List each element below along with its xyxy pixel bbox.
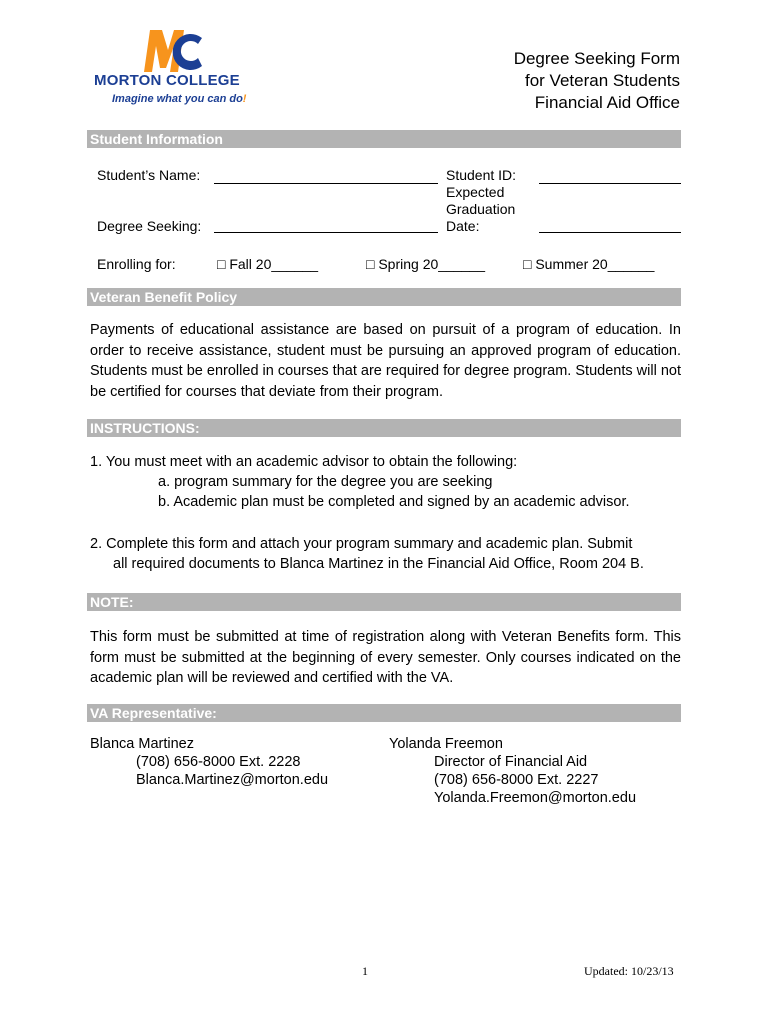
graduation-date-field[interactable]: [539, 232, 681, 233]
veteran-benefit-policy-heading: Veteran Benefit Policy: [87, 288, 681, 306]
spring-checkbox[interactable]: □ Spring 20______: [366, 256, 485, 272]
rep2-title: Director of Financial Aid: [434, 754, 588, 770]
rep2-email[interactable]: Yolanda.Freemon@morton.edu: [434, 790, 637, 806]
instructions-heading: INSTRUCTIONS:: [87, 419, 681, 437]
instruction-item-1: 1. You must meet with an academic advisor to obtain the following:: [90, 454, 518, 470]
policy-text: Payments of educational assistance are based on pursuit of a program of education. In order to receive assistance, student must be pursuing an approved program of education. Students must be enrolled in courses that are required for degree program. Students will not be certified for courses that deviate from their program.: [90, 322, 681, 400]
student-information-heading: Student Information: [87, 130, 681, 148]
va-representative-heading: VA Representative:: [87, 704, 681, 722]
degree-seeking-label: Degree Seeking:: [97, 218, 202, 234]
instruction-item-1a: a. program summary for the degree you are seeking: [158, 474, 493, 490]
rep2-phone: (708) 656-8000 Ext. 2227: [434, 772, 599, 788]
student-name-label: Student’s Name:: [97, 167, 201, 183]
note-text: This form must be submitted at time of registration along with Veteran Benefits form. This form must be submitted at the beginning of every semester. Only courses indicated on the academic plan will be reviewed and certified with the VA.: [90, 629, 681, 686]
rep1-email[interactable]: Blanca.Martinez@morton.edu: [136, 772, 329, 788]
mc-logo-icon: [144, 30, 204, 72]
instruction-item-2-line-1: 2. Complete this form and attach your program summary and academic plan. Submit: [90, 536, 633, 552]
morton-college-logo: [94, 30, 254, 110]
title-line-3: Financial Aid Office: [534, 93, 680, 112]
grad-label-line-1: Expected: [446, 184, 505, 200]
page-number: 1: [362, 964, 368, 978]
logo-tagline: Imagine what you can do!: [112, 93, 247, 105]
title-line-1: Degree Seeking Form: [513, 49, 680, 68]
instruction-item-2-line-2: all required documents to Blanca Martinez in the Financial Aid Office, Room 204 B.: [113, 556, 644, 572]
logo-college-name: MORTON COLLEGE: [94, 72, 240, 89]
fall-checkbox[interactable]: □ Fall 20______: [217, 256, 319, 272]
degree-seeking-field[interactable]: [214, 232, 438, 233]
note-heading: NOTE:: [87, 593, 681, 611]
form-title: [514, 48, 680, 114]
rep1-phone: (708) 656-8000 Ext. 2228: [136, 754, 301, 770]
enrolling-for-label: Enrolling for:: [97, 256, 176, 272]
rep2-name: Yolanda Freemon: [389, 736, 503, 752]
grad-label-line-2: Graduation: [446, 201, 516, 217]
student-id-label: Student ID:: [446, 167, 517, 183]
student-name-field[interactable]: [214, 183, 438, 184]
grad-label-line-3: Date:: [446, 218, 480, 234]
instruction-item-1b: b. Academic plan must be completed and signed by an academic advisor.: [158, 494, 630, 510]
summer-checkbox[interactable]: □ Summer 20______: [523, 256, 655, 272]
rep1-name: Blanca Martinez: [90, 736, 194, 752]
title-line-2: for Veteran Students: [525, 71, 680, 90]
student-id-field[interactable]: [539, 183, 681, 184]
updated-date: Updated: 10/23/13: [584, 964, 674, 978]
